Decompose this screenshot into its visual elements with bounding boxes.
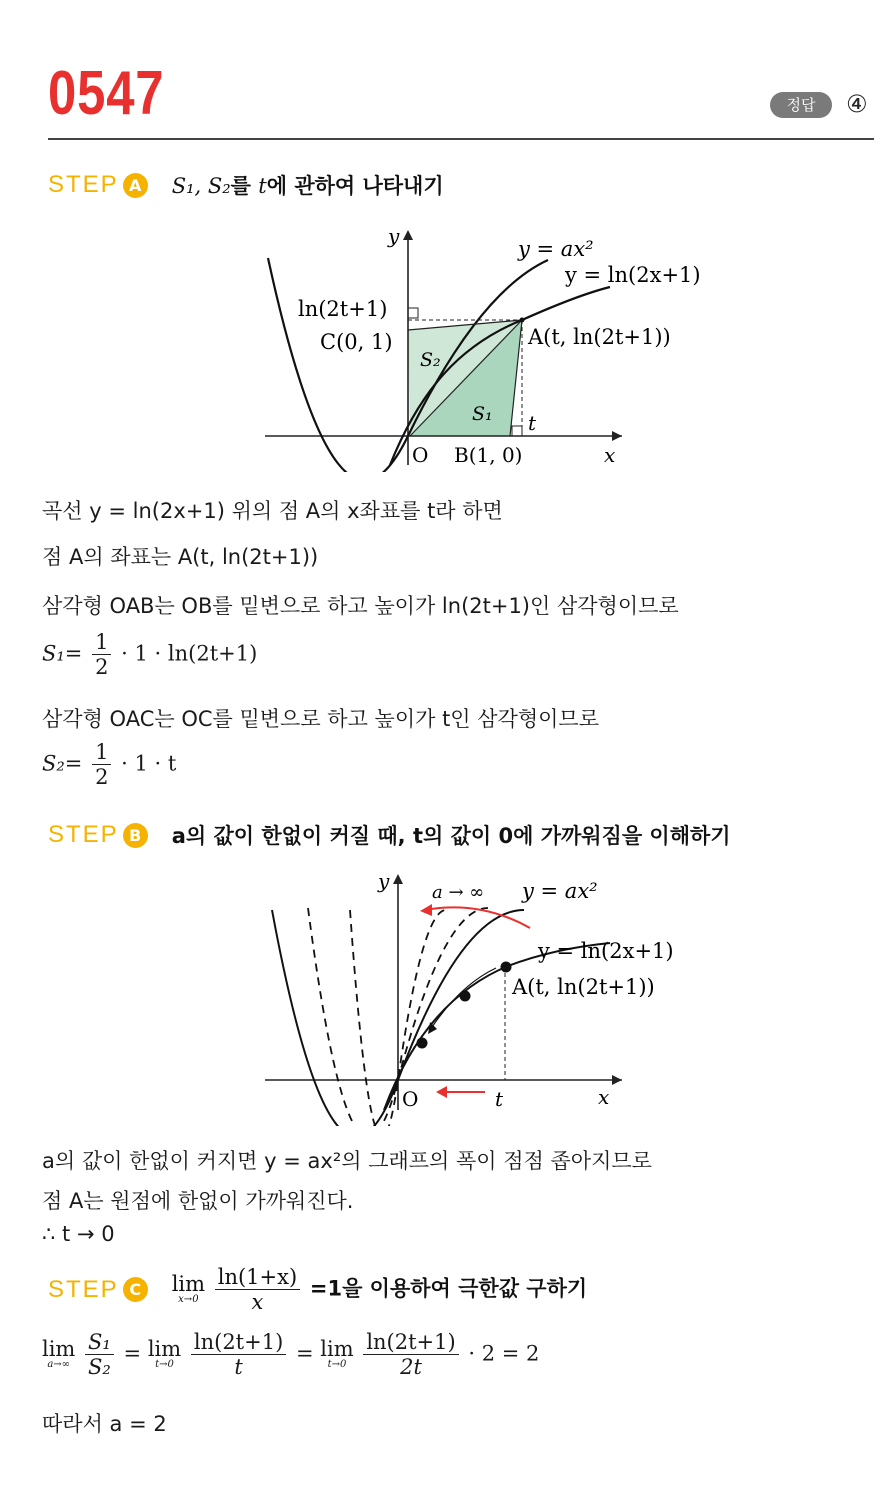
s2-rhs: · 1 · t <box>121 751 177 776</box>
step-b-line-1: a의 값이 한없이 커지면 y = ax²의 그래프의 폭이 점점 좁아지므로 <box>42 1149 652 1173</box>
s2-half-den: 2 <box>95 765 109 790</box>
step-b-title: a의 값이 한없이 커질 때, t의 값이 0에 가까워짐을 이해하기 <box>171 824 731 848</box>
answer-mark: ④ <box>846 90 868 118</box>
answer-badge: 정답 <box>770 92 832 118</box>
s1-half-num: 1 <box>92 630 111 655</box>
fig-a-curve-ln-label: y = ln(2x+1) <box>565 263 701 287</box>
point-a <box>520 318 525 323</box>
step-a-title-rest: 에 관하여 나타내기 <box>266 174 444 198</box>
step-c-letter: C <box>123 1277 148 1302</box>
step-c-title-rest: =1을 이용하여 극한값 구하기 <box>309 1276 588 1301</box>
s2-half <box>92 740 111 789</box>
fig-b-a-inf: a → ∞ <box>432 882 485 903</box>
point-a <box>501 962 512 973</box>
right-angle-x <box>512 426 522 436</box>
calc-eq-2: = <box>295 1341 314 1366</box>
calc-frac-1 <box>85 1330 114 1379</box>
calc-frac-2-num: ln(2t+1) <box>191 1330 286 1355</box>
calc-frac-1-num: S₁ <box>85 1330 114 1355</box>
red-arrow-head-top <box>420 904 432 916</box>
fig-b-t-label: t <box>495 1087 504 1111</box>
s1-lhs: S₁= <box>42 641 83 666</box>
point-mid <box>460 991 471 1002</box>
problem-number: 0547 <box>48 59 165 128</box>
step-c-title-math <box>172 1265 587 1314</box>
step-b-letter: B <box>123 823 148 848</box>
curve-ln <box>384 943 610 1110</box>
right-angle-y <box>408 308 418 318</box>
figure-b <box>260 866 730 1126</box>
fig-b-curve-a-label: y = ax² <box>522 879 598 903</box>
header-divider <box>48 138 874 140</box>
red-arrow-head-bottom <box>436 1086 447 1098</box>
step-c-frac-num: ln(1+x) <box>215 1265 300 1290</box>
step-a-label: STEP <box>48 171 119 198</box>
fig-a-curve-a-label: y = ax² <box>518 237 594 261</box>
point-low <box>417 1038 428 1049</box>
step-a-heading <box>48 170 444 200</box>
fig-a-c-label: C(0, 1) <box>320 330 393 354</box>
x-axis-arrow <box>612 431 622 441</box>
step-c-lim-sub: x→0 <box>178 1294 199 1306</box>
calc-tail: · 2 = 2 <box>468 1341 540 1366</box>
calc-eq-1: = <box>123 1341 142 1366</box>
step-a-line-1: 곡선 y = ln(2x+1) 위의 점 A의 x좌표를 t라 하면 <box>42 499 503 523</box>
step-c-final: 따라서 a = 2 <box>42 1412 167 1436</box>
fig-a-y-label: y <box>388 224 400 248</box>
step-a-line-3: 삼각형 OAB는 OB를 밑변으로 하고 높이가 ln(2t+1)인 삼각형이므로 <box>42 594 679 618</box>
fig-a-s2-label: S₂ <box>420 349 441 371</box>
figure-a <box>255 222 735 472</box>
step-c-lim-word: lim <box>171 1272 206 1297</box>
fig-a-o-label: O <box>412 443 429 467</box>
step-a-s1-formula <box>42 630 257 679</box>
calc-lim-2 <box>148 1339 181 1370</box>
fig-b-y-label: y <box>378 869 390 893</box>
s1-rhs: · 1 · ln(2t+1) <box>121 641 258 666</box>
calc-lim-1 <box>42 1339 75 1370</box>
fig-a-t-label: t <box>528 411 537 435</box>
y-axis-arrow <box>403 230 413 240</box>
s1-half <box>92 630 111 679</box>
fig-b-curve-ln-label: y = ln(2x+1) <box>538 939 674 963</box>
step-b-heading <box>48 820 731 850</box>
calc-lim-3-sub: t→0 <box>327 1359 347 1371</box>
fig-a-ln-label: ln(2t+1) <box>298 297 388 321</box>
calc-lim-2-word: lim <box>147 1337 182 1362</box>
s2-lhs: S₂= <box>42 751 83 776</box>
step-a-title <box>172 170 444 200</box>
fig-b-x-label: x <box>598 1085 610 1109</box>
y-axis-arrow <box>393 874 403 884</box>
step-c-frac <box>215 1265 300 1314</box>
fig-b-a-label: A(t, ln(2t+1)) <box>512 975 655 999</box>
step-c-lim <box>172 1274 205 1305</box>
calc-frac-2-den: t <box>234 1355 243 1380</box>
fig-a-s1-label: S₁ <box>472 403 493 425</box>
calc-lim-1-word: lim <box>42 1337 76 1362</box>
fig-b-o-label: O <box>402 1087 419 1111</box>
step-b-line-2: 점 A는 원점에 한없이 가까워진다. <box>42 1189 354 1213</box>
step-c-frac-den: x <box>251 1290 264 1315</box>
step-b-line-3: ∴ t → 0 <box>42 1222 115 1246</box>
calc-frac-3-den: 2t <box>400 1355 422 1380</box>
fig-a-a-label: A(t, ln(2t+1)) <box>528 325 671 349</box>
step-a-line-4: 삼각형 OAC는 OC를 밑변으로 하고 높이가 t인 삼각형이므로 <box>42 707 599 731</box>
step-c-heading <box>48 1265 587 1314</box>
step-a-letter: A <box>123 173 148 198</box>
calc-lim-3-word: lim <box>320 1337 354 1362</box>
fig-a-b-label: B(1, 0) <box>454 443 523 467</box>
calc-frac-3 <box>363 1330 458 1379</box>
calc-frac-2 <box>191 1330 286 1379</box>
calc-frac-1-den: S₂ <box>88 1355 111 1380</box>
x-axis-arrow <box>612 1075 622 1085</box>
step-c-label: STEP <box>48 1275 119 1303</box>
calc-lim-2-sub: t→0 <box>155 1359 174 1371</box>
s2-half-num: 1 <box>92 740 111 765</box>
step-a-line-2: 점 A의 좌표는 A(t, ln(2t+1)) <box>42 545 319 569</box>
calc-frac-3-num: ln(2t+1) <box>363 1330 458 1355</box>
step-a-title-t: t <box>258 174 267 198</box>
step-a-title-math: S₁, S₂ <box>171 174 231 198</box>
step-b-label: STEP <box>48 821 119 848</box>
step-a-title-text: 를 <box>230 174 259 198</box>
step-c-calc <box>42 1330 539 1379</box>
calc-lim-3 <box>320 1339 353 1370</box>
calc-lim-1-sub: a→∞ <box>47 1359 71 1371</box>
step-a-s2-formula <box>42 740 176 789</box>
s1-half-den: 2 <box>95 655 109 680</box>
fig-a-x-label: x <box>604 443 616 467</box>
